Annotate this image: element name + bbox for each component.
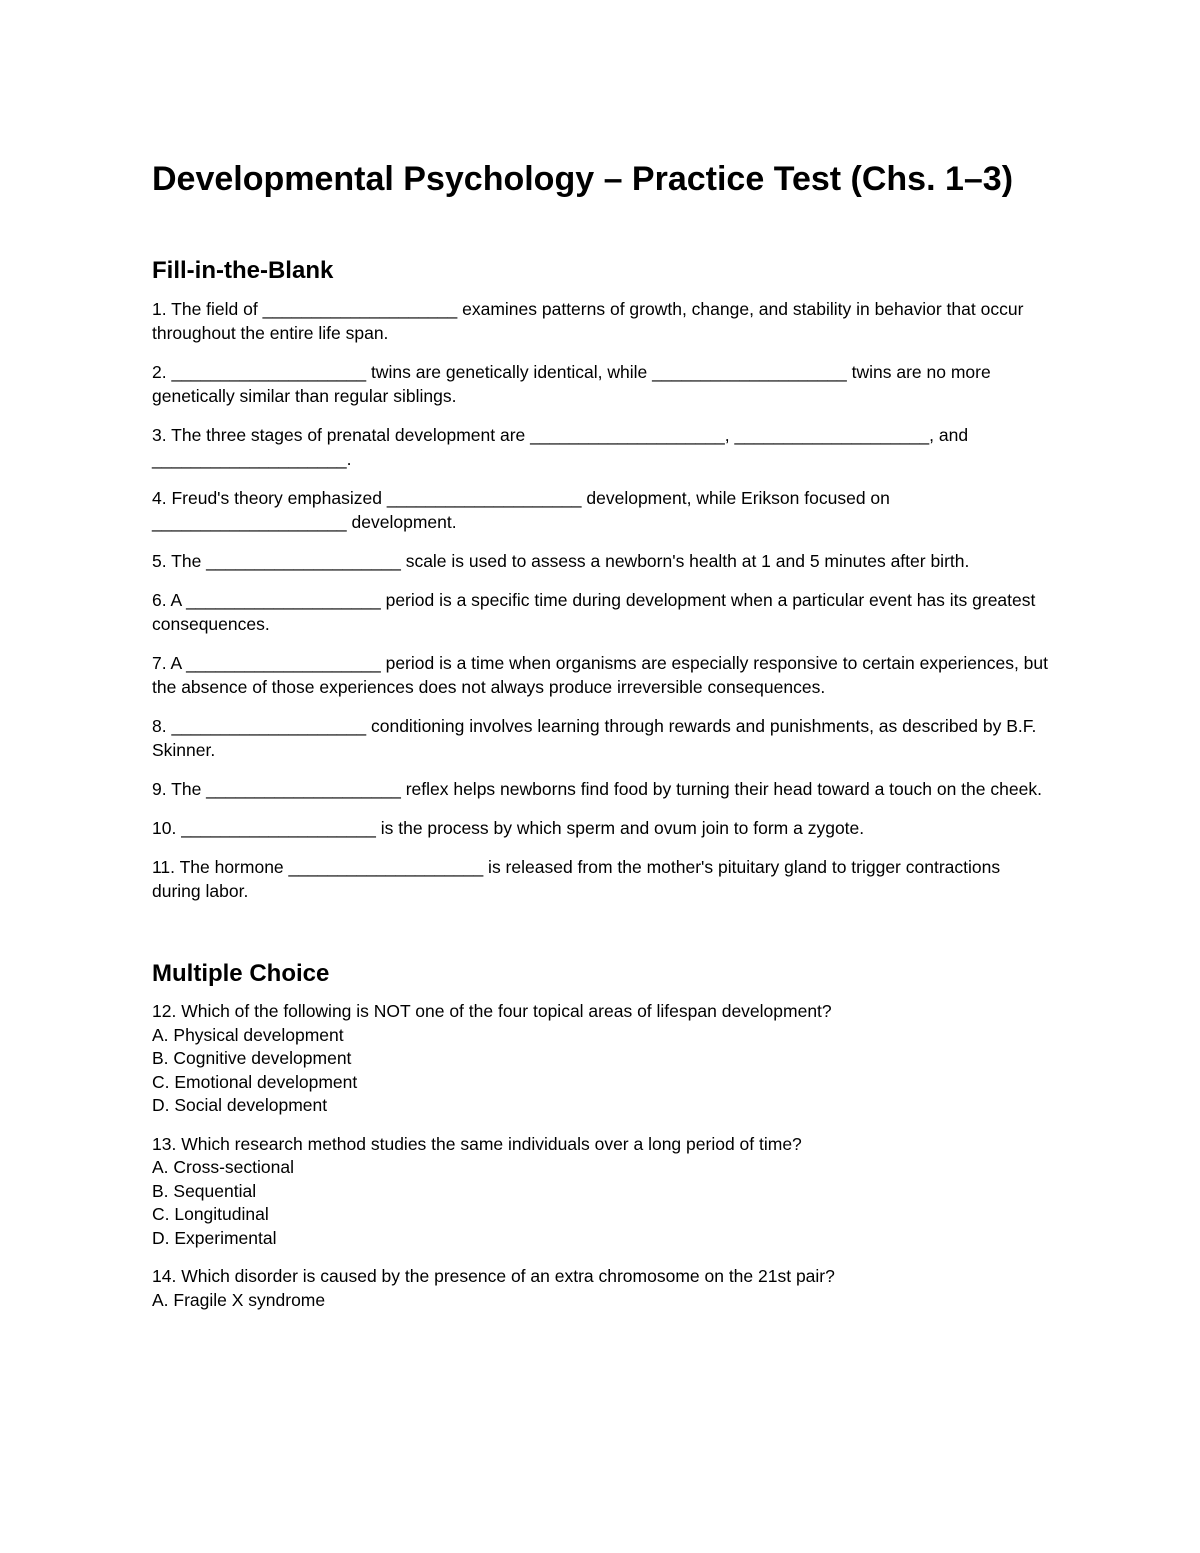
answer-blank: ____________________ [734,425,930,445]
multiple-choice-section [152,958,1052,1312]
question-text: 2. [152,362,172,382]
answer-option-d: D. Experimental [152,1227,277,1248]
question-text: period is a specific time during development when a particular event has its greatest consequences. [152,590,1036,634]
question-8 [152,714,1052,762]
answer-blank: ____________________ [652,362,847,382]
question-11 [152,855,1052,903]
answer-blank: ____________________ [206,779,401,799]
question-text: is the process by which sperm and ovum join to form a zygote. [375,818,865,838]
question-text: 9. The [152,779,207,799]
question-text: , and [929,425,969,445]
question-text: development, while Erikson focused on [581,488,890,508]
question-7 [152,651,1052,699]
answer-option-a: A. Fragile X syndrome [152,1289,326,1310]
multiple-choice-heading: Multiple Choice [152,960,330,987]
answer-blank: ____________________ [181,818,376,838]
question-text: scale is used to assess a newborn's health at 1 and 5 minutes after birth. [400,551,970,571]
question-text: 1. The field of [152,299,263,319]
question-text: twins are no more genetically similar than regular siblings. [152,362,991,406]
question-text: is released from the mother's pituitary gland to trigger contractions during labor. [152,857,1001,901]
question-text: conditioning involves learning through rewards and punishments, as described by B.F. Skinner. [152,716,1037,760]
answer-option-c: C. Longitudinal [152,1204,269,1224]
question-text: , [724,425,735,445]
answer-blank: ____________________ [152,512,347,532]
question-text: 3. The three stages of prenatal development are [152,425,531,445]
answer-option-b: B. Cognitive development [152,1048,352,1068]
question-13 [152,1133,1052,1251]
answer-blank: ____________________ [171,362,367,382]
answer-blank: ____________________ [206,551,401,571]
question-text: 11. The hormone [152,857,289,877]
answer-blank: ____________________ [186,653,381,673]
answer-blank: ____________________ [530,425,725,445]
question-2 [152,360,1052,408]
question-6 [152,588,1052,636]
answer-option-b: B. Sequential [152,1180,257,1201]
question-text: 6. A [152,590,187,610]
page-title: Developmental Psychology – Practice Test (Chs. 1–3) [152,160,1014,198]
answer-blank: ____________________ [262,299,458,319]
answer-blank: ____________________ [386,488,582,508]
answer-option-d: D. Social development [152,1095,328,1115]
answer-blank: ____________________ [171,716,367,736]
question-3 [152,423,1052,471]
question-10 [152,816,1052,840]
question-12 [152,1000,1052,1118]
document-page [152,155,1052,1327]
question-text: period is a time when organisms are especially responsive to certain experiences, but the absence of those experiences does not always produce irreversible consequences. [152,653,1049,697]
question-stem: 14. Which disorder is caused by the presence of an extra chromosome on the 21st pair? [152,1266,835,1286]
question-9 [152,777,1052,801]
answer-blank: ____________________ [288,857,484,877]
question-text: development. [346,512,457,532]
answer-option-a: A. Cross-sectional [152,1157,294,1177]
question-5 [152,549,1052,573]
answer-option-a: A. Physical development [152,1024,344,1045]
question-stem: 13. Which research method studies the same individuals over a long period of time? [152,1133,802,1154]
question-stem: 12. Which of the following is NOT one of the four topical areas of lifespan development? [152,1001,832,1021]
question-text: 5. The [152,551,207,571]
question-text: . [346,449,352,469]
question-text: 8. [152,716,172,736]
question-text: reflex helps newborns find food by turning their head toward a touch on the cheek. [400,779,1042,799]
question-text: examines patterns of growth, change, and stability in behavior that occur throughout the entire life span. [152,299,1024,343]
answer-option-c: C. Emotional development [152,1071,358,1092]
question-1 [152,297,1052,345]
answer-blank: ____________________ [186,590,381,610]
question-text: 10. [152,818,182,838]
question-14 [152,1265,1052,1312]
fill-in-the-blank-section [152,255,1052,903]
question-text: 4. Freud's theory emphasized [152,488,387,508]
fill-in-heading: Fill-in-the-Blank [152,257,334,284]
question-text: twins are genetically identical, while [366,362,653,382]
answer-blank: ____________________ [152,449,347,469]
question-4 [152,486,1052,534]
question-text: 7. A [152,653,187,673]
